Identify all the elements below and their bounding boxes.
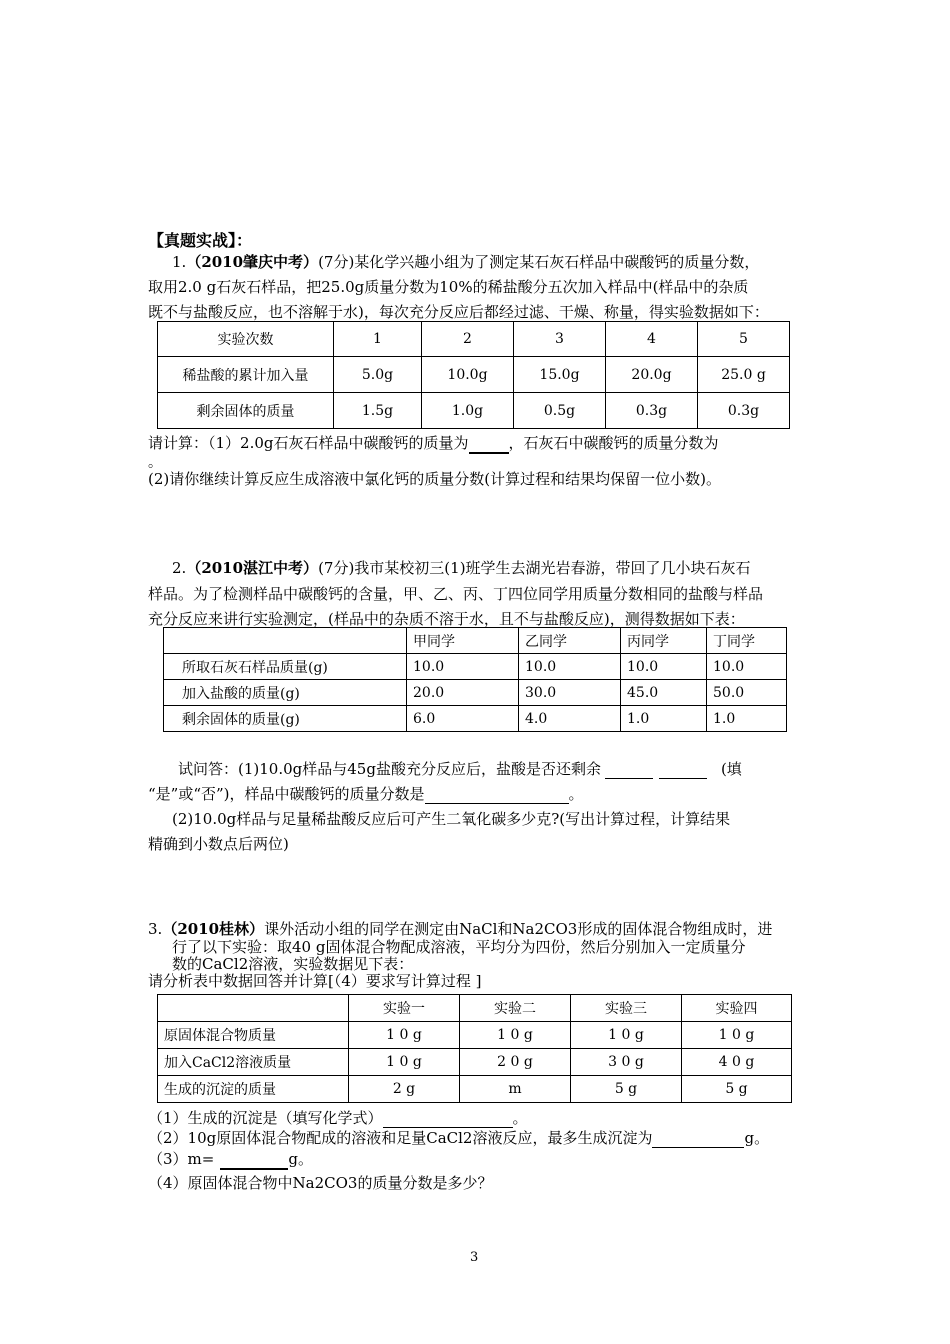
answer-blank[interactable] [469,434,509,454]
answer-blank[interactable] [652,1129,744,1148]
q3-number: 3. [148,920,163,938]
q2-ask1-line2: “是”或“否”)，样品中碳酸钙的质量分数是 。 [148,785,584,803]
q1-table [157,321,790,429]
q1-ask1: 请计算：（1）2.0g石灰石样品中碳酸钙的质量为 ，石灰石中碳酸钙的质量分数为 [148,434,719,452]
answer-blank[interactable] [220,1150,288,1170]
q3-ask2: （2）10g原固体混合物配成的溶液和足量CaCl2溶液反应，最多生成沉淀为 g。 [148,1129,770,1147]
q1-line3: 既不与盐酸反应，也不溶解于水)，每次充分反应后都经过滤、干燥、称量，得实验数据如下： [148,303,769,321]
table-row: 剩余固体的质量(g) 6.0 4.0 1.0 1.0 [164,706,787,732]
q2-number: 2. [172,559,187,577]
answer-blank[interactable] [659,760,707,779]
q1-source: （2010肇庆中考） [186,253,319,271]
q3-line4: 请分析表中数据回答并计算[（4）要求写计算过程 ] [148,972,482,990]
table-row: 实验一 实验二 实验三 实验四 [158,995,792,1022]
q2-source: （2010湛江中考） [186,559,319,577]
page-number: 3 [470,1250,479,1265]
q2-line1: 2.（2010湛江中考）(7分)我市某校初三(1)班学生去湖光岩春游，带回了几小块石灰石 [172,559,751,577]
table-row: 剩余固体的质量 1.5g 1.0g 0.5g 0.3g 0.3g [158,393,790,429]
table-row: 生成的沉淀的质量 2 g m 5 g 5 g [158,1076,792,1103]
table-row: 原固体混合物质量 1 0 g 1 0 g 1 0 g 1 0 g [158,1022,792,1049]
q1-number: 1. [172,253,187,271]
q3-line1: 3.（2010桂林）课外活动小组的同学在测定由NaCl和Na2CO3形成的固体混合物组成时，进 [148,920,773,938]
q1-ask2: (2)请你继续计算反应生成溶液中氯化钙的质量分数(计算过程和结果均保留一位小数)。 [148,470,721,488]
table-row: 甲同学 乙同学 丙同学 丁同学 [164,628,787,654]
table-row: 实验次数 1 2 3 4 5 [158,322,790,357]
q3-ask4: （4）原固体混合物中Na2CO3的质量分数是多少？ [148,1174,493,1192]
q3-ask3: （3）m= g。 [148,1150,313,1168]
q3-table [157,994,792,1103]
answer-blank[interactable] [383,1109,513,1128]
answer-blank[interactable] [605,760,653,779]
q2-ask2-line2: 精确到小数点后两位) [148,835,289,853]
q2-ask1: 试问答：(1)10.0g样品与45g盐酸充分反应后，盐酸是否还剩余 (填 [178,760,742,778]
table-row: 所取石灰石样品质量(g) 10.0 10.0 10.0 10.0 [164,654,787,680]
q2-table [163,627,787,732]
table-row: 加入盐酸的质量(g) 20.0 30.0 45.0 50.0 [164,680,787,706]
q2-line2: 样品。为了检测样品中碳酸钙的含量，甲、乙、丙、丁四位同学用质量分数相同的盐酸与样品 [148,585,764,603]
q3-line2: 行了以下实验：取40 g固体混合物配成溶液，平均分为四份，然后分别加入一定质量分 [172,938,746,956]
table-row: 加入CaCl2溶液质量 1 0 g 2 0 g 3 0 g 4 0 g [158,1049,792,1076]
q3-line3: 数的CaCl2溶液，实验数据见下表： [172,955,414,973]
q2-ask2-line1: (2)10.0g样品与足量稀盐酸反应后可产生二氧化碳多少克?(写出计算过程，计算结果 [172,810,731,828]
answer-blank[interactable] [425,785,569,804]
q1-line2: 取用2.0 g石灰石样品，把25.0g质量分数为10%的稀盐酸分五次加入样品中(样品中的杂质 [148,278,749,296]
q1-line1: 1.（2010肇庆中考）(7分)某化学兴趣小组为了测定某石灰石样品中碳酸钙的质量分数， [172,253,760,271]
q1-ask1-end: 。 [148,455,162,471]
section-title: 【真题实战】： [148,231,253,250]
table-row: 稀盐酸的累计加入量 5.0g 10.0g 15.0g 20.0g 25.0 g [158,357,790,393]
q2-line3: 充分反应来讲行实验测定，(样品中的杂质不溶于水，且不与盐酸反应)，测得数据如下表： [148,610,745,628]
q3-ask1: （1）生成的沉淀是（填写化学式） 。 [148,1109,528,1127]
q3-source: （2010桂林） [162,920,265,938]
